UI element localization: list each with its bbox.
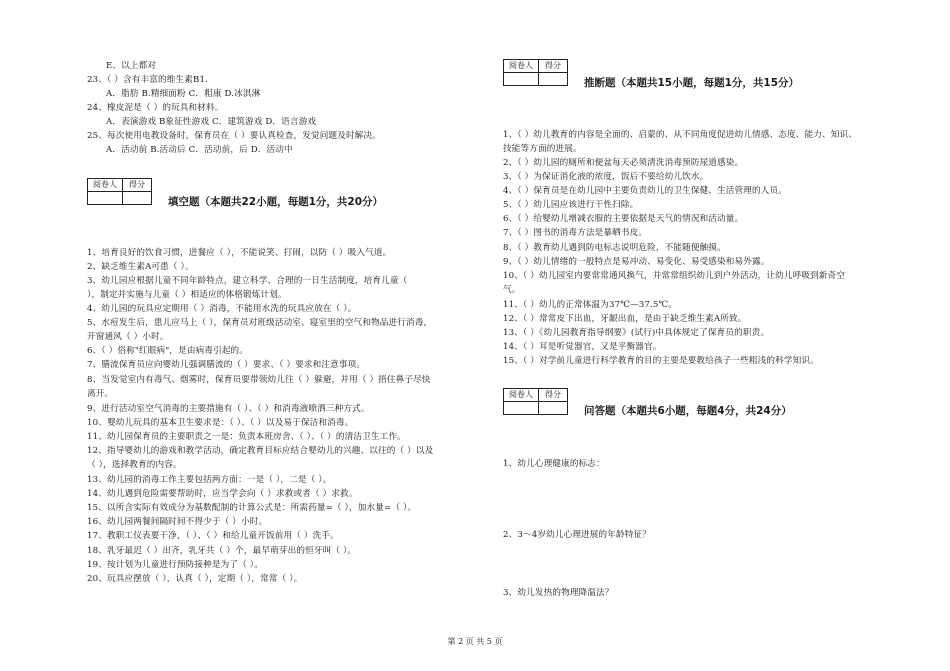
question-line: 12、指导婴幼儿的游戏和教学活动，确定教育目标应结合婴幼儿的兴趣、以往的（ ）以及 [87, 446, 434, 456]
question-line: 18、乳牙最迟（ ）出齐，乳牙共（ ）个，最早萌芽出的恒牙叫（ ）。 [87, 546, 357, 556]
question-line: 3、幼儿园应根据儿童不同年龄特点，建立科学、合理的一日生活制度，培育儿童（ [87, 276, 408, 286]
option-line: A．脂肪 B.精细面粉 C．粗康 D.冰淇淋 [106, 89, 261, 99]
score-label: 得分 [538, 389, 567, 401]
question-line: 2、缺乏维生素A可患（ ）。 [87, 262, 194, 272]
question-line: 11、幼儿园保育员的主要职责之一是：负责本班房舍、（ ）、（ ）的清洁卫生工作。 [87, 432, 406, 442]
question-line: 11、（ ）幼儿的正常体温为37℃—37.5℃。 [503, 300, 677, 310]
score-label: 得分 [122, 179, 151, 191]
question-line: 25、每次使用电教设备时，保育员在（ ）要认真检查，发觉问题及时解决。 [87, 131, 381, 141]
question-line: 10、（ ）幼儿园室内要常常通风换气，并常常组织幼儿到户外活动，让幼儿呼吸到新奇空 [503, 271, 846, 281]
section-title-qa: 问答题（本题共6小题，每题4分，共24分） [584, 405, 792, 417]
question-line: 1、（ ）幼儿教育的内容是全面的、启蒙的、从不同角度促进幼儿情感、态度、能力、知识、 [503, 130, 857, 140]
question-line: 8、当发觉室内有毒气、烟雾时，保育员要带领幼儿往（ ）躲避，并用（ ）捂住鼻子尽快 [87, 375, 431, 385]
question-line: 14、幼儿遇到危险需要帮助时，应当学会向（ ）求救或者（ ）求救。 [87, 489, 358, 499]
question-line: 9、进行活动室空气消毒的主要措施有（ ）、（ ）和消毒液喷洒三种方式。 [87, 404, 370, 414]
score-box [87, 178, 152, 205]
question-line: 2、（ ）幼儿园的厕所和便盆每天必须清洗消毒预防尿道感染。 [503, 158, 744, 168]
question-line: 4、幼儿园的玩具应定期用（ ）消毒，不能用水洗的玩具应放在（ ）。 [87, 304, 357, 314]
question-line: 气。 [503, 285, 521, 295]
page-footer: 第 2 页 共 5 页 [447, 637, 503, 646]
question-line: 20、玩具应摆放（ ），认真（ ），定期（ ），常常（ ）。 [87, 574, 303, 584]
question-line: 7、膳流保育员应向婴幼儿强调膳流的（ ）要求、（ ）要求和注意事项。 [87, 360, 366, 370]
score-box [503, 59, 568, 86]
question-line: 17、教职工仪表要干净，（ ）、（ ）和给儿童开饭前用（ ）洗手。 [87, 531, 339, 541]
question-line: 开窗通风（ ）小时。 [87, 332, 169, 342]
question-line: 15、（ ）对学前儿童进行科学教育的目的主要是要教给孩子一些粗浅的科学知识。 [503, 356, 819, 366]
section-title-judgment: 推断题（本题共15小题，每题1分，共15分） [584, 77, 800, 89]
question-line: 8、（ ）教育幼儿遇到防电标志说明危险，不能随便触摸。 [503, 243, 726, 253]
question-line: 24、橡皮泥是（ ）的玩具和材料。 [87, 103, 224, 113]
score-label: 得分 [538, 60, 567, 72]
score-box [503, 388, 568, 415]
question-line: 16、幼儿园两餐间隔时间不得少于（ ）小时。 [87, 517, 268, 527]
question-line: 1、培育良好的饮食习惯，进餐应（ ），不能说笑、打闹，以防（ ）吸入气道。 [87, 248, 392, 258]
question-line: 19、按计划为儿童进行预防接种是为了（ ）。 [87, 560, 263, 570]
grader-label: 阅卷人 [93, 180, 117, 189]
question-line: ），制定并实施与儿童（ ）相适应的体格锻炼计划。 [87, 290, 287, 300]
question-line: 6、（ ）给婴幼儿增减衣服的主要依据是天气的情况和活动量。 [503, 214, 744, 224]
question-line: 5、（ ）幼儿园应该进行干性扫除。 [503, 200, 639, 210]
question-line: 3、（ ）为保证消化液的浓度，饭后不要给幼儿饮水。 [503, 172, 709, 182]
question-line: 技能等方面的进展。 [503, 144, 582, 154]
question-line: 9、（ ）幼儿情绪的一般特点是易冲动、易变化、易受感染和易外露。 [503, 257, 770, 267]
question-line: 4、（ ）保育员是在幼儿园中主要负责幼儿的卫生保健、生活管理的人员。 [503, 186, 788, 196]
option-line: A．活动前 B.活动后 C．活动前，后 D．活动中 [106, 145, 293, 155]
question-line: 12、（ ）常常皮下出血，牙龈出血，是由于缺乏维生素A所致。 [503, 314, 747, 324]
question-line: （ ），选择教育的内容。 [87, 460, 182, 470]
qa-question: 2、3～4岁幼儿心理进展的年龄特征？ [503, 530, 652, 540]
option-line: E、以上都对 [106, 61, 157, 71]
qa-question: 3、幼儿发热的物理降温法？ [503, 588, 614, 598]
question-line: 23、（ ）含有丰富的维生素B1. [87, 75, 208, 85]
qa-question: 1、幼儿心理健康的标志： [503, 459, 605, 469]
grader-label: 阅卷人 [509, 390, 533, 399]
question-line: 14、（ ）耳是听觉器官，又是平衡器官。 [503, 342, 662, 352]
question-line: 7、（ ）图书的消毒方法是暴晒书皮。 [503, 228, 648, 238]
grader-label: 阅卷人 [509, 61, 533, 70]
question-line: 10、婴幼儿玩具的基本卫生要求是：（ ）、（ ）以及易于保洁和消毒。 [87, 418, 354, 428]
question-line: 13、幼儿园的消毒工作主要包括两方面：一是（ ），二是（ ）。 [87, 475, 332, 485]
option-line: A．表演游戏 B象征性游戏 C．建筑游戏 D．语言游戏 [106, 117, 317, 127]
section-title-fill-blank: 填空题（本题共22小题，每题1分，共20分） [168, 196, 384, 208]
question-line: 13、（ ）《幼儿园教育指导纲要》(试行)中具体规定了保育员的职责。 [503, 328, 770, 338]
question-line: 离开。 [87, 389, 114, 399]
question-line: 15、以所含实际有效成分为基数配制的计算公式是：所需药量=（ ），加水量=（ ）。 [87, 503, 417, 513]
question-line: 5、水痘发生后，患儿应马上（ ），保育员对班级活动室、寝室里的空气和物品进行消毒， [87, 318, 433, 328]
question-line: 6、（ ）俗称"红眼病"，是由病毒引起的。 [87, 346, 249, 356]
